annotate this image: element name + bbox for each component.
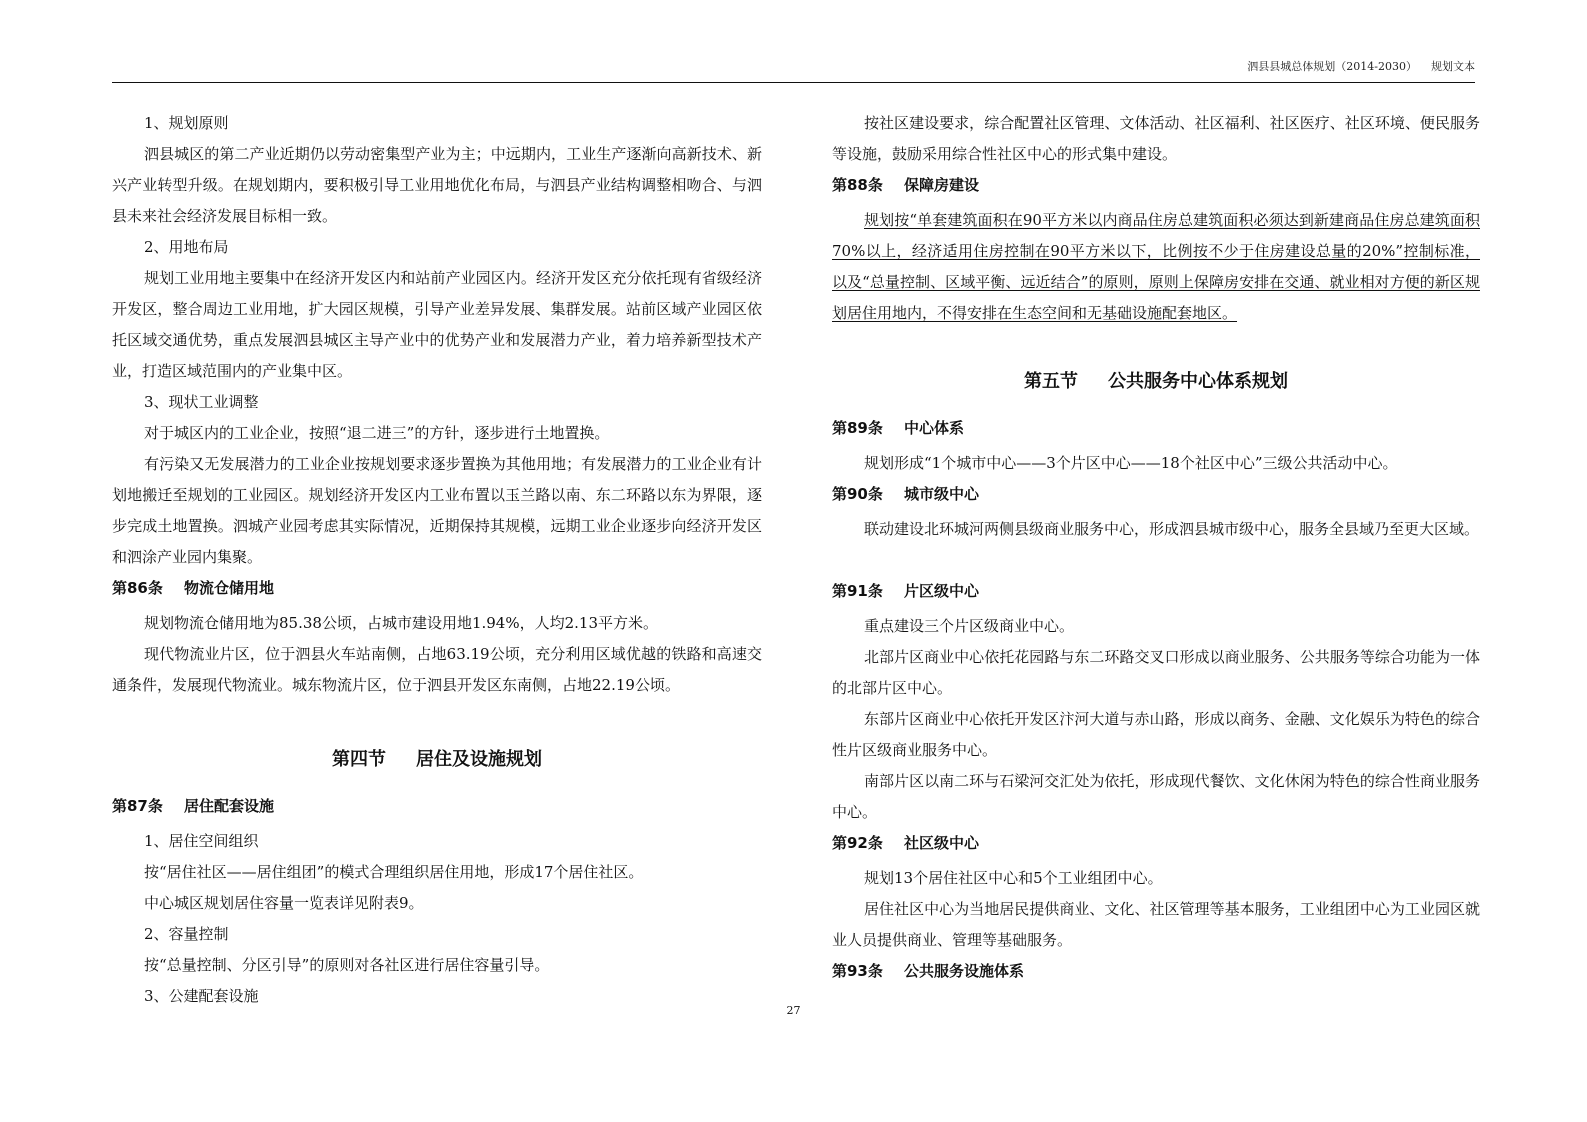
section-number: 第五节 bbox=[1024, 371, 1078, 392]
paragraph: 3、公建配套设施 bbox=[144, 987, 259, 1005]
document-subtitle: 规划文本 bbox=[1431, 60, 1475, 73]
paragraph: 南部片区以南二环与石梁河交汇处为依托，形成现代餐饮、文化休闲为特色的综合性商业服务中心。 bbox=[832, 772, 1480, 821]
paragraph: 东部片区商业中心依托开发区汴河大道与赤山路，形成以商务、金融、文化娱乐为特色的综合性片区级商业服务中心。 bbox=[832, 710, 1480, 759]
paragraph: 联动建设北环城河两侧县级商业服务中心，形成泗县城市级中心，服务全县域乃至更大区域。 bbox=[864, 520, 1480, 538]
page-number: 27 bbox=[786, 1004, 801, 1017]
article-number: 第88条 bbox=[832, 176, 883, 194]
paragraph: 有污染又无发展潜力的工业企业按规划要求逐步置换为其他用地；有发展潜力的工业企业有计划地搬迁至规划的工业园区。规划经济开发区内工业布置以玉兰路以南、东二环路以东为界限，逐步完成土地置换。泗城产业园考虑其实际情况，近期保持其规模，远期工业企业逐步向经济开发区和泗涂产业园内集聚。 bbox=[112, 455, 762, 566]
paragraph: 中心城区规划居住容量一览表详见附表9。 bbox=[144, 894, 424, 912]
article-number: 第86条 bbox=[112, 579, 163, 597]
article-title: 保障房建设 bbox=[904, 176, 980, 194]
paragraph: 1、规划原则 bbox=[144, 114, 229, 132]
article-number: 第90条 bbox=[832, 485, 883, 503]
paragraph: 2、容量控制 bbox=[144, 925, 229, 943]
paragraph: 按“居住社区——居住组团”的模式合理组织居住用地，形成17个居住社区。 bbox=[144, 863, 644, 881]
underlined-paragraph: 规划按“单套建筑面积在90平方米以内商品住房总建筑面积必须达到新建商品住房总建筑面积70%以上，经济适用住房控制在90平方米以下，比例按不少于住房建设总量的20%”控制标准，以及“总量控制、区域平衡、远近结合”的原则，原则上保障房安排在交通、就业相对方便的新区规划居住用地内，不得安排在生态空间和无基础设施配套地区。 bbox=[832, 211, 1480, 322]
section-heading-5 bbox=[832, 367, 1480, 403]
paragraph: 1、居住空间组织 bbox=[144, 832, 259, 850]
article-heading-92 bbox=[832, 828, 1480, 859]
paragraph: 重点建设三个片区级商业中心。 bbox=[864, 617, 1075, 635]
header-divider bbox=[112, 82, 1475, 83]
article-title: 居住配套设施 bbox=[184, 797, 275, 815]
article-number: 第87条 bbox=[112, 797, 163, 815]
paragraph: 规划物流仓储用地为85.38公顷，占城市建设用地1.94%，人均2.13平方米。 bbox=[144, 614, 658, 632]
article-title: 中心体系 bbox=[904, 419, 965, 437]
paragraph: 3、现状工业调整 bbox=[144, 393, 259, 411]
paragraph: 现代物流业片区，位于泗县火车站南侧，占地63.19公顷，充分利用区域优越的铁路和高速交通条件，发展现代物流业。城东物流片区，位于泗县开发区东南侧，占地22.19公顷。 bbox=[112, 645, 762, 694]
article-number: 第92条 bbox=[832, 834, 883, 852]
section-title: 公共服务中心体系规划 bbox=[1108, 371, 1288, 392]
section-number: 第四节 bbox=[332, 749, 386, 770]
article-heading-89 bbox=[832, 413, 1480, 444]
article-title: 公共服务设施体系 bbox=[904, 962, 1025, 980]
document-title: 泗县县城总体规划（2014-2030） bbox=[1247, 60, 1417, 73]
section-title: 居住及设施规划 bbox=[416, 749, 542, 770]
article-number: 第93条 bbox=[832, 962, 883, 980]
article-heading-90 bbox=[832, 479, 1480, 510]
paragraph: 规划工业用地主要集中在经济开发区内和站前产业园区内。经济开发区充分依托现有省级经济开发区，整合周边工业用地，扩大园区规模，引导产业差异发展、集群发展。站前区域产业园区依托区域交通优势，重点发展泗县城区主导产业中的优势产业和发展潜力产业，着力培养新型技术产业，打造区域范围内的产业集中区。 bbox=[112, 269, 762, 380]
article-heading-86 bbox=[112, 573, 762, 604]
article-heading-88 bbox=[832, 170, 1480, 201]
left-column bbox=[112, 108, 762, 1012]
paragraph: 规划13个居住社区中心和5个工业组团中心。 bbox=[864, 869, 1163, 887]
article-number: 第91条 bbox=[832, 582, 883, 600]
article-title: 社区级中心 bbox=[904, 834, 980, 852]
page-header bbox=[112, 58, 1475, 74]
article-heading-87 bbox=[112, 791, 762, 822]
paragraph: 2、用地布局 bbox=[144, 238, 229, 256]
article-heading-93 bbox=[832, 956, 1480, 987]
paragraph: 居住社区中心为当地居民提供商业、文化、社区管理等基本服务，工业组团中心为工业园区就业人员提供商业、管理等基础服务。 bbox=[832, 900, 1480, 949]
paragraph: 对于城区内的工业企业，按照“退二进三”的方针，逐步进行土地置换。 bbox=[144, 424, 610, 442]
article-title: 物流仓储用地 bbox=[184, 579, 275, 597]
article-number: 第89条 bbox=[832, 419, 883, 437]
paragraph: 按“总量控制、分区引导”的原则对各社区进行居住容量引导。 bbox=[144, 956, 550, 974]
paragraph: 泗县城区的第二产业近期仍以劳动密集型产业为主；中远期内，工业生产逐渐向高新技术、新兴产业转型升级。在规划期内，要积极引导工业用地优化布局，与泗县产业结构调整相吻合、与泗县未来社会经济发展目标相一致。 bbox=[112, 145, 762, 225]
section-heading-4 bbox=[112, 745, 762, 781]
article-title: 城市级中心 bbox=[904, 485, 980, 503]
right-column bbox=[832, 108, 1480, 987]
article-title: 片区级中心 bbox=[904, 582, 980, 600]
paragraph: 北部片区商业中心依托花园路与东二环路交叉口形成以商业服务、公共服务等综合功能为一体的北部片区中心。 bbox=[832, 648, 1480, 697]
article-heading-91 bbox=[832, 576, 1480, 607]
paragraph: 按社区建设要求，综合配置社区管理、文体活动、社区福利、社区医疗、社区环境、便民服务等设施，鼓励采用综合性社区中心的形式集中建设。 bbox=[832, 114, 1480, 163]
paragraph: 规划形成“1个城市中心——3个片区中心——18个社区中心”三级公共活动中心。 bbox=[864, 454, 1398, 472]
